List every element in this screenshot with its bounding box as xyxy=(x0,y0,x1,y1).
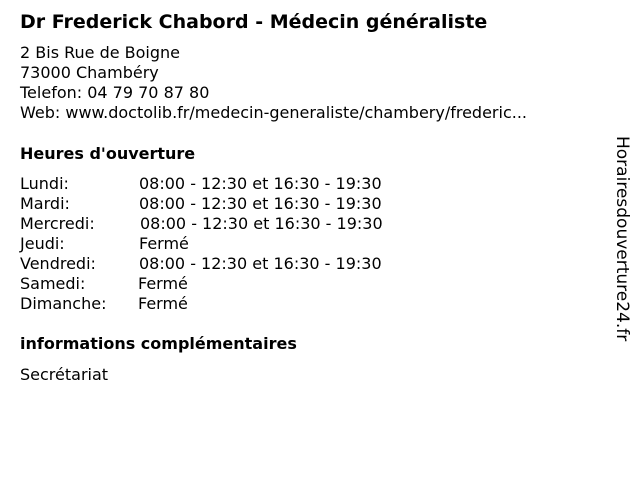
hours-value: 08:00 - 12:30 et 16:30 - 19:30 xyxy=(139,194,382,213)
hours-heading: Heures d'ouverture xyxy=(20,144,196,163)
site-watermark: Horairesdouverture24.fr xyxy=(612,136,632,342)
info-text: Secrétariat xyxy=(20,365,109,384)
hours-value: 08:00 - 12:30 et 16:30 - 19:30 xyxy=(139,254,382,273)
day-label: Dimanche: xyxy=(20,294,107,313)
day-label: Jeudi: xyxy=(20,234,65,253)
page-title: Dr Frederick Chabord - Médecin généraliste xyxy=(20,11,488,33)
day-label: Mardi: xyxy=(20,194,70,213)
day-label: Vendredi: xyxy=(20,254,96,273)
hours-value: 08:00 - 12:30 et 16:30 - 19:30 xyxy=(139,174,382,193)
address-block xyxy=(20,43,527,123)
address-city: 73000 Chambéry xyxy=(20,63,159,82)
address-street: 2 Bis Rue de Boigne xyxy=(20,43,181,62)
hours-value: 08:00 - 12:30 et 16:30 - 19:30 xyxy=(140,214,383,233)
day-label: Samedi: xyxy=(20,274,86,293)
day-label: Mercredi: xyxy=(20,214,95,233)
day-label: Lundi: xyxy=(20,174,69,193)
info-heading: informations complémentaires xyxy=(20,334,297,353)
website-link: Web: www.doctolib.fr/medecin-generaliste/chambery/frederic... xyxy=(20,103,528,122)
phone-number: Telefon: 04 79 70 87 80 xyxy=(20,83,210,102)
hours-value: Fermé xyxy=(138,274,188,293)
hours-value: Fermé xyxy=(139,234,189,253)
hours-value: Fermé xyxy=(138,294,188,313)
